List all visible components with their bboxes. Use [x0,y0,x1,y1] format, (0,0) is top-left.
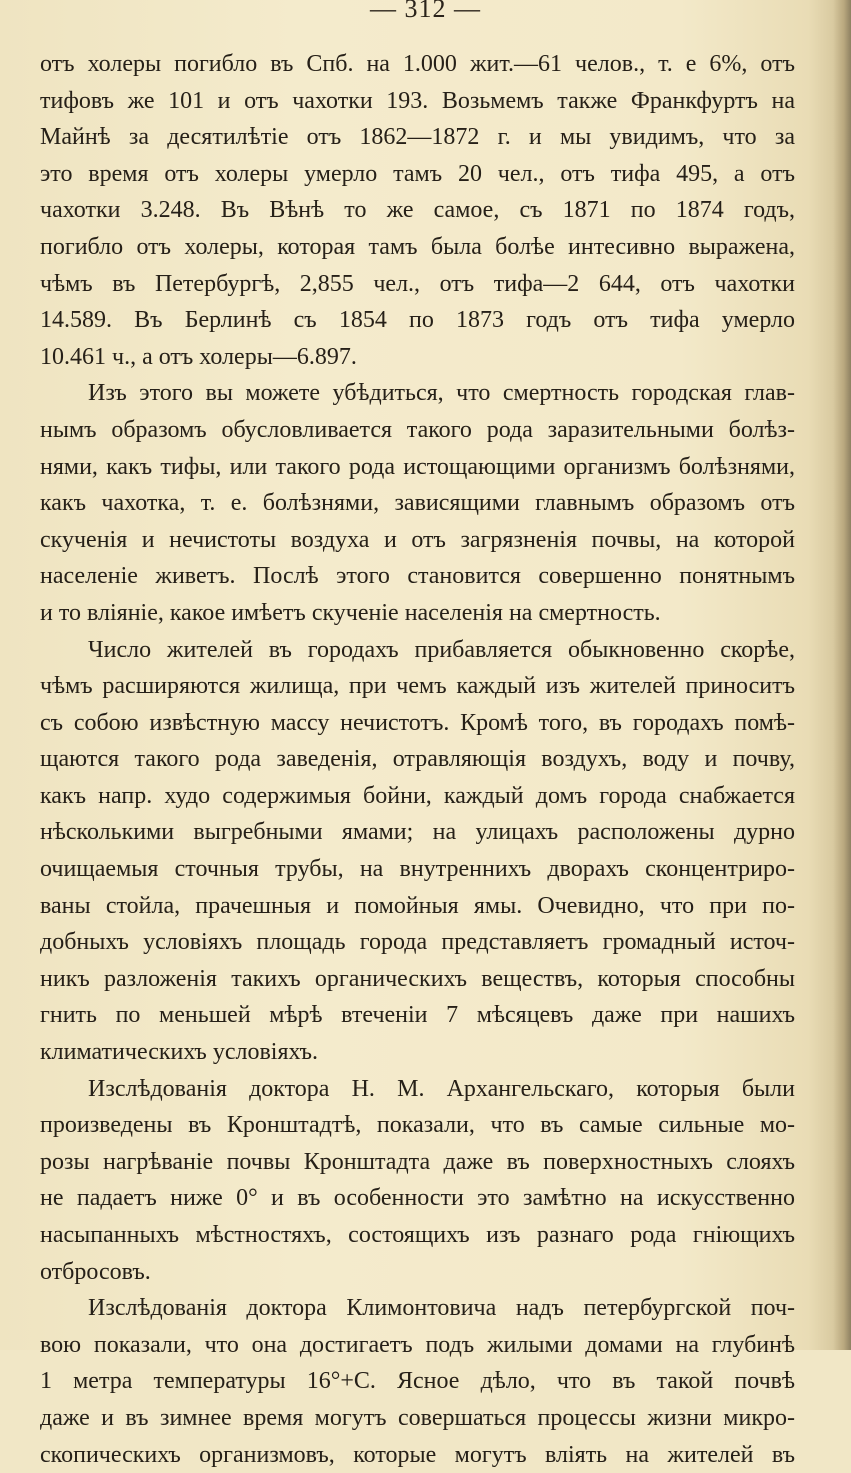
page-number: — 312 — [370,0,481,23]
text-line: тифовъ же 101 и отъ чахотки 193. Возьмемъ также Франкфуртъ на [40,87,795,114]
text-line: 14.589. Въ Берлинѣ съ 1854 по 1873 годъ отъ тифа умерло [40,307,795,334]
text-line: Изслѣдованія доктора Климонтовича надъ петербургской поч- [88,1295,795,1322]
page-edge-shadow [833,0,851,1350]
text-line: произведены въ Кронштадтѣ, показали, что въ самые сильные мо- [40,1112,795,1139]
text-line: климатическихъ условіяхъ. [40,1039,319,1066]
text-line: погибло отъ холеры, которая тамъ была болѣе интесивно выражена, [40,233,795,260]
text-line: Изслѣдованія доктора Н. М. Архангельскаго, которыя были [88,1075,795,1102]
text-line: насыпанныхъ мѣстностяхъ, состоящихъ изъ разнаго рода гніющихъ [40,1222,795,1248]
text-line: 1 метра температуры 16°+С. Ясное дѣло, что въ такой почвѣ [40,1368,795,1395]
body-text [40,46,795,1473]
text-line: чѣмъ расширяются жилища, при чемъ каждый изъ жителей приноситъ [40,673,795,700]
text-line: розы нагрѣваніе почвы Кронштадта даже въ поверхностныхъ слояхъ [40,1148,795,1175]
text-line: 10.461 ч., а отъ холеры—6.897. [40,343,357,370]
text-line: чѣмъ въ Петербургѣ, 2,855 чел., отъ тифа—2 644, отъ чахотки [40,270,795,297]
text-line: это время отъ холеры умерло тамъ 20 чел., отъ тифа 495, а отъ [40,160,795,187]
text-line: скопическихъ организмовъ, которые могутъ вліять на жителей въ [40,1441,795,1468]
text-line: чахотки 3.248. Въ Вѣнѣ то же самое, съ 1871 по 1874 годъ, [40,197,795,224]
text-line: съ собою извѣстную массу нечистотъ. Кромѣ того, въ городахъ помѣ- [40,709,795,736]
text-line: никъ разложенія такихъ органическихъ веществъ, которыя способны [40,965,795,992]
text-line: какъ напр. худо содержимыя бойни, каждый домъ города снабжается [40,782,795,809]
text-line: щаются такого рода заведенія, отравляющія воздухъ, воду и почву, [40,746,795,773]
text-line: не падаетъ ниже 0° и въ особенности это замѣтно на искусственно [40,1185,795,1212]
text-line: добныхъ условіяхъ площадь города представляетъ громадный источ- [40,929,795,956]
text-line: Изъ этого вы можете убѣдиться, что смертность городская глав- [88,380,795,407]
text-line: нями, какъ тифы, или такого рода истощающими организмъ болѣзнями, [40,453,795,480]
text-line: скученія и нечистоты воздуха и отъ загрязненія почвы, на которой [40,526,795,553]
text-line: отбросовъ. [40,1258,151,1285]
text-line: гнить по меньшей мѣрѣ втеченіи 7 мѣсяцевъ даже при нашихъ [40,1002,795,1029]
text-line: ваны стойла, прачешныя и помойныя ямы. Очевидно, что при по- [40,892,795,919]
text-line: Майнѣ за десятилѣтіе отъ 1862—1872 г. и мы увидимъ, что за [40,124,795,151]
text-line: очищаемыя сточныя трубы, на внутреннихъ дворахъ сконцентриро- [40,856,795,883]
text-line: населеніе живетъ. Послѣ этого становится совершенно понятнымъ [40,563,795,590]
text-line: нымъ образомъ обусловливается такого рода заразительными болѣз- [40,416,795,443]
text-line: какъ чахотка, т. е. болѣзнями, зависящими главнымъ образомъ отъ [40,490,795,517]
text-line: нѣсколькими выгребными ямами; на улицахъ расположены дурно [40,819,795,846]
text-line: отъ холеры погибло въ Спб. на 1.000 жит.—61 челов., т. е 6%, отъ [40,51,795,77]
text-line: даже и въ зимнее время могутъ совершаться процессы жизни микро- [40,1404,795,1431]
text-line: вою показали, что она достигаетъ подъ жилыми домами на глубинѣ [40,1331,795,1358]
text-line: и то вліяніе, какое имѣетъ скученіе населенія на смертность. [40,599,661,626]
text-line: Число жителей въ городахъ прибавляется обыкновенно скорѣе, [88,636,795,663]
